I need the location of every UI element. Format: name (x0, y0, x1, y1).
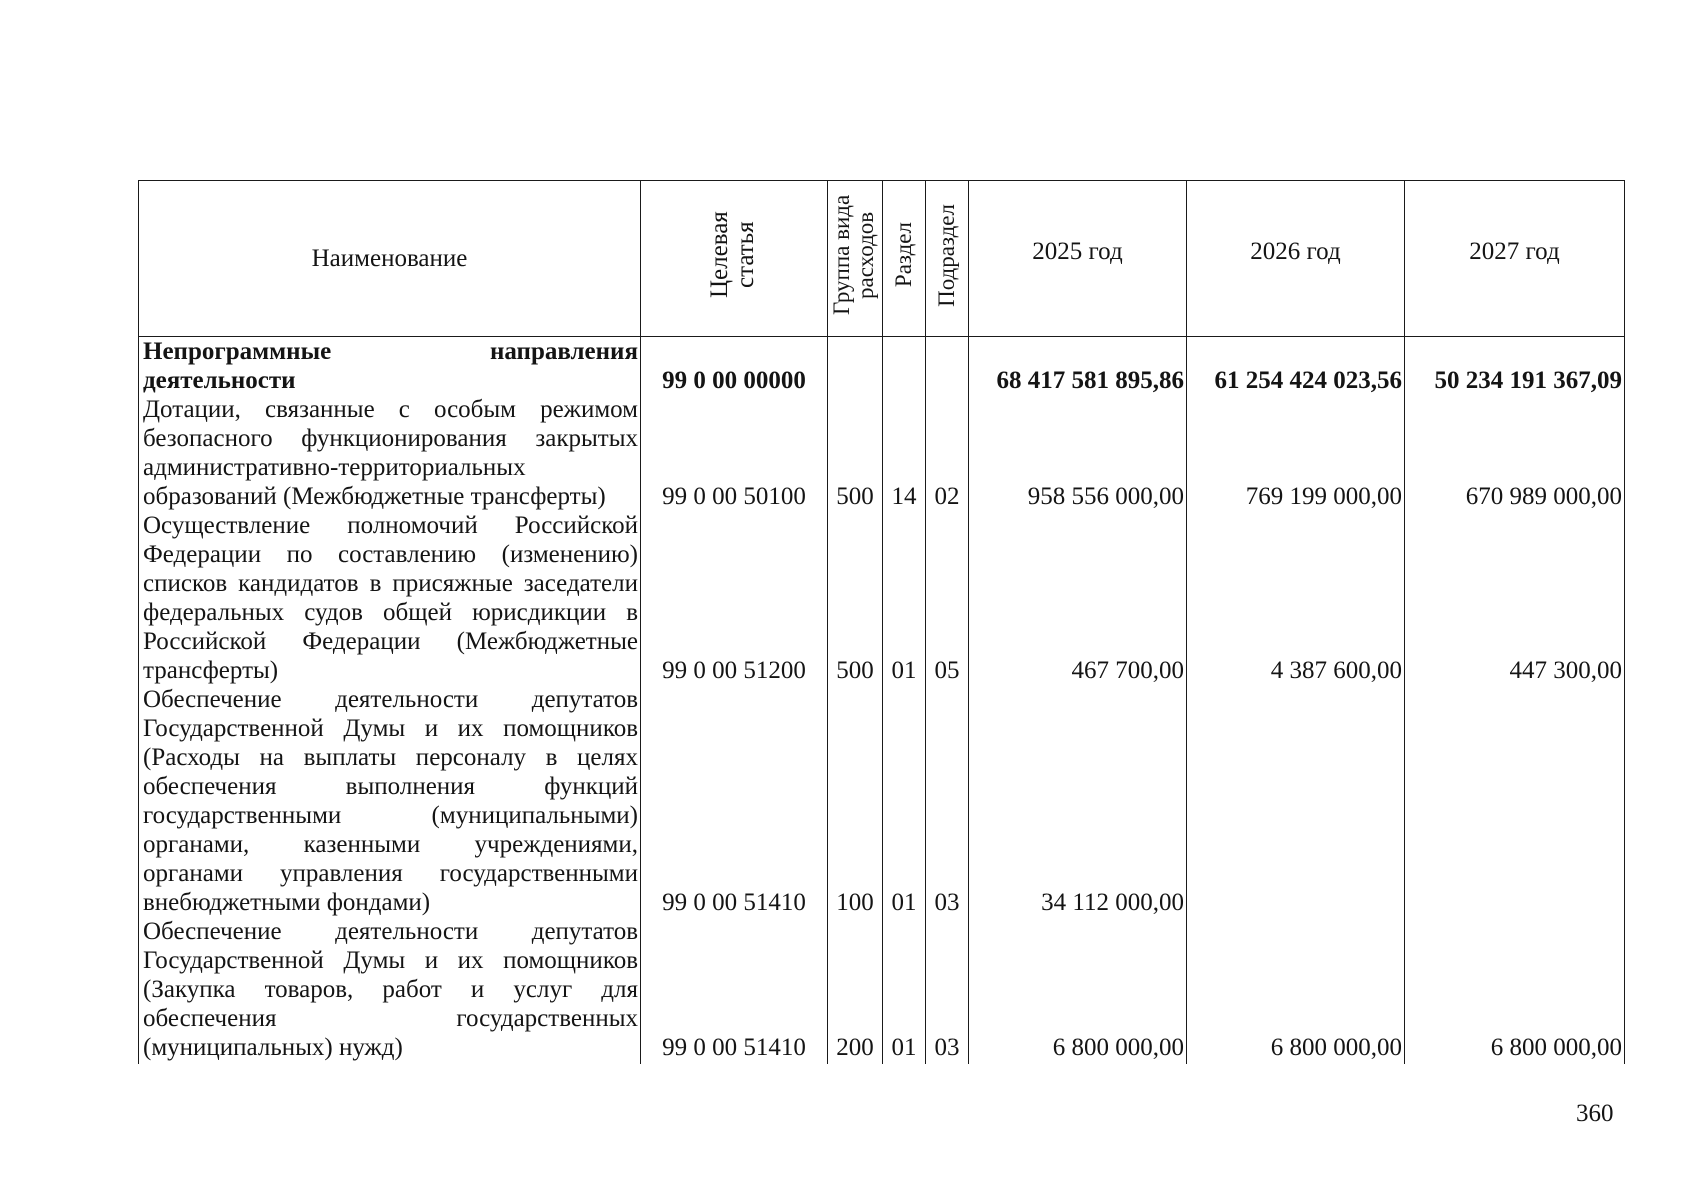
row-subsection (926, 337, 969, 396)
table-row (139, 395, 1625, 511)
row-2025: 68 417 581 895,86 (969, 337, 1187, 396)
row-subsection: 03 (926, 917, 969, 1064)
row-2027: 670 989 000,00 (1405, 395, 1625, 511)
row-target: 99 0 00 00000 (641, 337, 828, 396)
row-target: 99 0 00 51410 (641, 917, 828, 1064)
row-2025: 467 700,00 (969, 511, 1187, 685)
header-section: Раздел (883, 181, 926, 337)
header-subsection: Подраздел (926, 181, 969, 337)
row-name: Непрограммные направления деятельности (139, 337, 641, 396)
row-2026: 769 199 000,00 (1187, 395, 1405, 511)
header-2025: 2025 год (969, 181, 1187, 337)
row-section: 01 (883, 511, 926, 685)
table-row (139, 511, 1625, 685)
header-2027: 2027 год (1405, 181, 1625, 337)
page-number: 360 (1576, 1100, 1614, 1127)
row-name: Обеспечение деятельности депутатов Государственной Думы и их помощников (Расходы на выплаты персоналу в целях обеспечения выполнения функций государственными (муниципальными) органами, казенными учреждениями, органами управления государственными внебюджетными фондами) (139, 685, 641, 917)
row-2027: 50 234 191 367,09 (1405, 337, 1625, 396)
row-target: 99 0 00 51410 (641, 685, 828, 917)
row-name: Осуществление полномочий Российской Федерации по составлению (изменению) списков кандидатов в присяжные заседатели федеральных судов общей юрисдикции в Российской Федерации (Межбюджетные трансферты) (139, 511, 641, 685)
row-section: 01 (883, 917, 926, 1064)
table-header-row (139, 181, 1625, 337)
row-subsection: 05 (926, 511, 969, 685)
table-row (139, 917, 1625, 1064)
row-2027: 6 800 000,00 (1405, 917, 1625, 1064)
header-target: Целевая статья (641, 181, 828, 337)
row-section: 14 (883, 395, 926, 511)
row-target: 99 0 00 51200 (641, 511, 828, 685)
row-group (828, 337, 883, 396)
row-name: Обеспечение деятельности депутатов Государственной Думы и их помощников (Закупка товаров, работ и услуг для обеспечения государственных (муниципальных) нужд) (139, 917, 641, 1064)
row-2026: 61 254 424 023,56 (1187, 337, 1405, 396)
row-2026 (1187, 685, 1405, 917)
budget-table-wrapper (138, 180, 1625, 1064)
row-2025: 958 556 000,00 (969, 395, 1187, 511)
row-section: 01 (883, 685, 926, 917)
row-2026: 6 800 000,00 (1187, 917, 1405, 1064)
row-2026: 4 387 600,00 (1187, 511, 1405, 685)
row-2027 (1405, 685, 1625, 917)
table-row (139, 337, 1625, 396)
table-row (139, 685, 1625, 917)
row-group: 200 (828, 917, 883, 1064)
row-group: 500 (828, 511, 883, 685)
row-group: 500 (828, 395, 883, 511)
budget-table (138, 180, 1625, 1064)
row-target: 99 0 00 50100 (641, 395, 828, 511)
row-2025: 34 112 000,00 (969, 685, 1187, 917)
row-subsection: 03 (926, 685, 969, 917)
row-2027: 447 300,00 (1405, 511, 1625, 685)
row-group: 100 (828, 685, 883, 917)
header-2026: 2026 год (1187, 181, 1405, 337)
header-name: Наименование (139, 181, 641, 337)
row-2025: 6 800 000,00 (969, 917, 1187, 1064)
row-subsection: 02 (926, 395, 969, 511)
header-group: Группа вида расходов (828, 181, 883, 337)
row-name: Дотации, связанные с особым режимом безопасного функционирования закрытых административно-территориальных образований (Межбюджетные трансферты) (139, 395, 641, 511)
row-section (883, 337, 926, 396)
